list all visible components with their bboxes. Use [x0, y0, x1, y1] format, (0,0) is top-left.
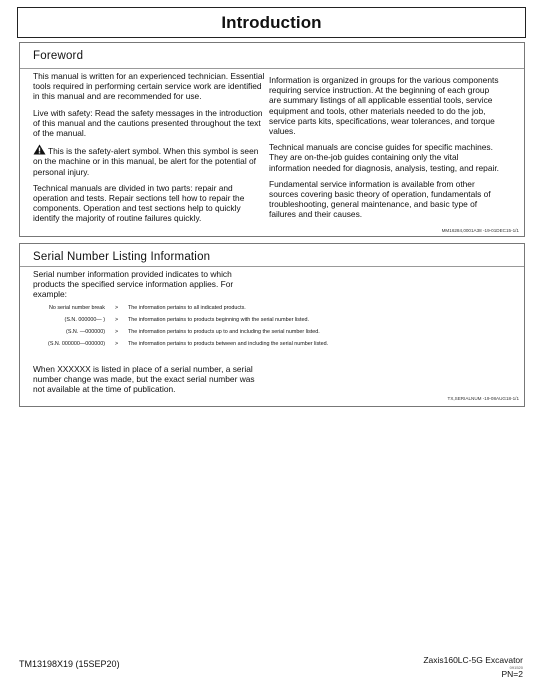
foreword-right-column — [269, 75, 501, 226]
serial-key: (S.N. 000000— ) — [64, 317, 105, 323]
footer-right-block — [423, 656, 523, 679]
serial-key: (S.N. 000000—000000) — [48, 341, 105, 347]
foreword-divider — [20, 68, 524, 69]
serial-outro: When XXXXXX is listed in place of a serial number, a serial number change was made, but the exact serial number was not available at the time of publication. — [33, 364, 255, 395]
foreword-section — [19, 42, 525, 237]
footer-page-number: PN=2 — [501, 669, 523, 679]
foreword-reference-code: MM16284,0001A38 -19-01DEC15-1/1 — [441, 228, 519, 233]
serial-number-section — [19, 243, 525, 407]
serial-heading: Serial Number Listing Information — [33, 251, 211, 263]
serial-description: The information pertains to products up to and including the serial number listed. — [128, 329, 320, 335]
serial-description: The information pertains to all indicated products. — [128, 305, 246, 311]
footer-machine-title: Zaxis160LC-5G Excavator — [423, 655, 523, 665]
footer-manual-id: TM13198X19 (15SEP20) — [19, 659, 120, 669]
serial-divider — [20, 266, 524, 267]
foreword-paragraph: Technical manuals are concise guides for specific machines. They are on-the-job guides containing only the vital information needed for diagnosis, analysis, testing, and repair. — [269, 142, 499, 173]
foreword-paragraph: Information is organized in groups for the various components requiring service instruction. At the beginning of each group are summary listings of all applicable essential tools, service equipment and tools, other materials needed to do the job, service parts kits, specifications, wear tolerances, and torque values. — [269, 75, 499, 137]
warning-triangle-icon — [33, 144, 46, 155]
foreword-paragraph: Technical manuals are divided in two parts: repair and operation and tests. Repair sections tell how to repair the components. Operation and test sections help to quickly identify the majority of routine failures quickly. — [33, 182, 245, 224]
foreword-heading: Foreword — [33, 50, 84, 62]
serial-description: The information pertains to products beginning with the serial number listed. — [128, 317, 309, 323]
serial-description: The information pertains to products between and including the serial number listed. — [128, 341, 329, 347]
foreword-paragraph-safety — [33, 144, 266, 177]
serial-key: No serial number break — [48, 305, 105, 311]
serial-intro: Serial number information provided indicates to which products the specified service information applies. For example: — [33, 269, 234, 300]
page-title: Introduction — [221, 12, 322, 32]
foreword-paragraph: This manual is written for an experienced technician. Essential tools required in performing certain service work are identified in this manual and are recommended for use. — [33, 71, 265, 102]
serial-separator: > — [115, 317, 119, 323]
serial-separator: > — [115, 329, 119, 335]
serial-key: (S.N. —000000) — [66, 329, 105, 335]
foreword-left-column — [33, 71, 266, 230]
foreword-paragraph: Fundamental service information is available from other sources covering basic theory of operation, fundamentals of troubleshooting, general maintenance, and basic type of failures and their causes. — [269, 178, 491, 220]
serial-reference-code: TX,SERIALNUM -19-08AUG18-1/1 — [447, 396, 519, 401]
safety-alert-text: This is the safety-alert symbol. When this symbol is seen on the machine or in this manual, be alert for the potential of personal injury. — [33, 146, 259, 177]
serial-separator: > — [115, 341, 119, 347]
foreword-paragraph: Live with safety: Read the safety messages in the introduction of this manual and the cautions presented throughout the text of the manual. — [33, 107, 263, 139]
serial-separator: > — [115, 305, 119, 311]
page-title-box — [17, 7, 526, 38]
footer-date-code: 091520 — [509, 665, 523, 670]
